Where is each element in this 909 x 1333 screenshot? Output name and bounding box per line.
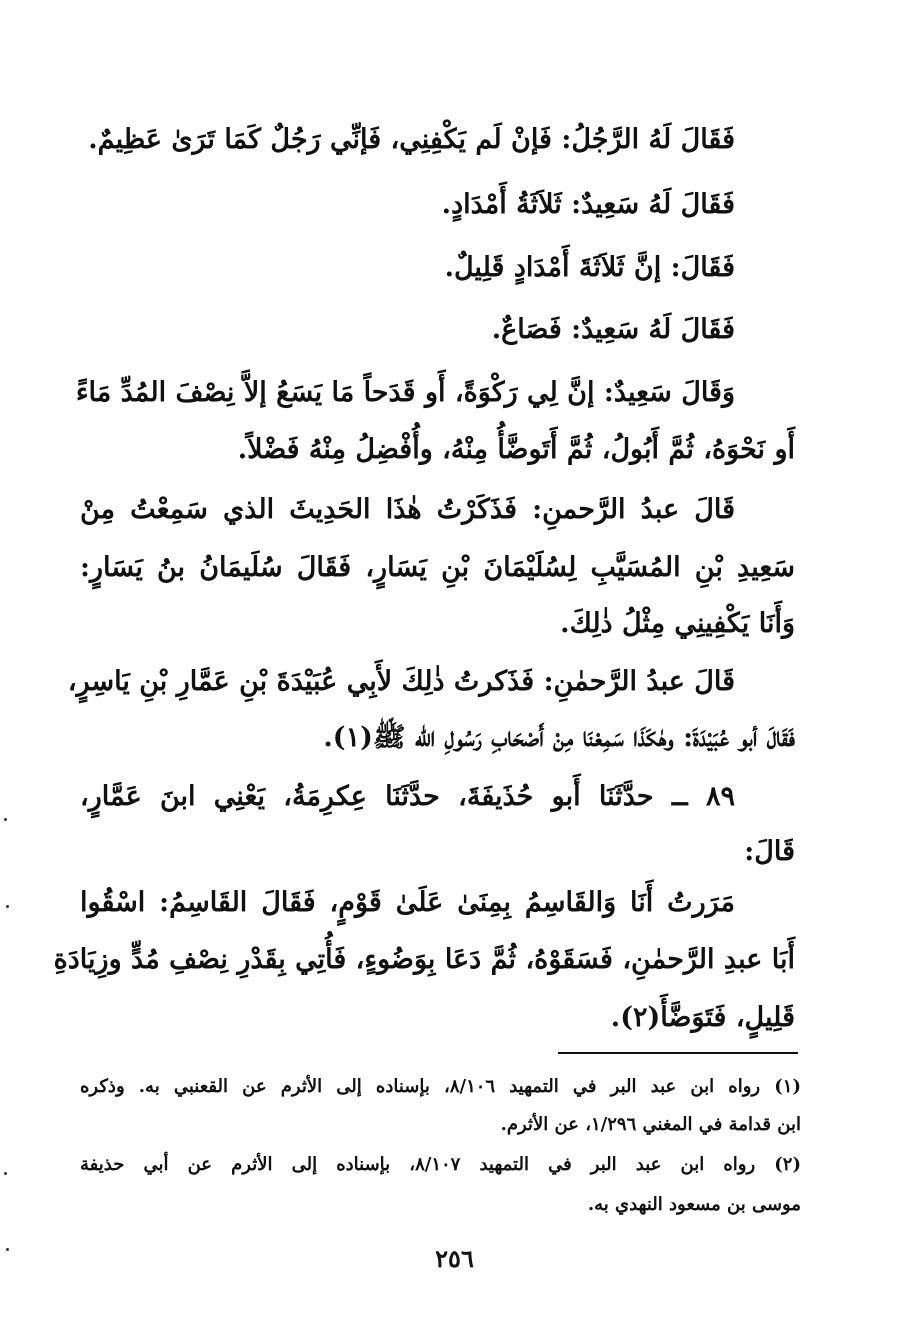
text-line-7: قَالَ عبدُ الرَّحمنِ: فَذَكَرْتُ هٰذَا الحَدِيثَ الذي سَمِعْتُ مِنْ — [80, 494, 735, 525]
hadith-number-line: ٨٩ ــ حدَّثَنَا أَبو حُذَيفَةَ، حدَّثَنَا عِكرِمَةُ، يَعْنِي ابنَ عَمَّارٍ، — [80, 781, 735, 812]
text-line-4: فَقَالَ لَهُ سَعِيدٌ: فَصَاعٌ. — [491, 314, 735, 345]
text-line-9: وَأَنَا يَكْفِينِي مِثْلُ ذٰلِكَ. — [560, 608, 795, 639]
text-line-5: وَقَالَ سَعِيدٌ: إنَّ لِي رَكْوَةً، أَو قَدَحاً مَا يَسَعُ إلاَّ نِصْفَ المُدِّ مَاءً — [75, 377, 735, 408]
footnote-1-line-2: ابن قدامة في المغني ١/٢٩٦، عن الأثرم. — [500, 1114, 801, 1135]
text-line-3: فَقَالَ: إنَّ ثَلاَثَةَ أَمْدَادٍ قَلِيلٌ. — [444, 252, 735, 283]
scan-mark — [6, 1248, 9, 1251]
text-line-1: فَقَالَ لَهُ الرَّجُلُ: فَإنْ لَم يَكْفِنِي، فَإنِّي رَجُلٌ كَمَا تَرَىٰ عَظِيمٌ. — [88, 124, 735, 155]
scan-mark — [6, 905, 9, 908]
footnote-2-line-2: موسى بن مسعود النهدي به. — [587, 1194, 801, 1215]
text-line-13: قَالَ: — [744, 836, 795, 867]
scan-mark — [4, 1172, 7, 1175]
text-line-14: مَرَرتُ أَنَا وَالقَاسِمُ بِمِنَىٰ عَلَىٰ قَوْمٍ، فَقَالَ القَاسِمُ: اسْقُوا — [80, 887, 735, 918]
text-line-10: قَالَ عبدُ الرَّحمٰنِ: فَذَكرتُ ذٰلِكَ لأَبِي عُبَيْدَةَ بْنِ عَمَّارِ بْنِ يَاسِرٍ، — [67, 666, 735, 697]
footnote-1-line-1: (١) رواه ابن عبد البر في التمهيد ٨/١٠٦، بإسناده إلى الأثرم عن القعنبي به. وذكره — [80, 1076, 801, 1097]
text-line-11: فَقَالَ أبو عُبَيْدَةَ: وهٰكَذَا سَمِعْنَا مِنْ أَصْحَابِ رَسُولِ الله ﷺ(١). — [323, 722, 795, 753]
page-number: ٢٥٦ — [435, 1244, 474, 1273]
scan-mark — [4, 818, 7, 821]
footnote-separator — [558, 1052, 798, 1054]
text-line-2: فَقَالَ لَهُ سَعِيدٌ: ثَلاَثَةُ أَمْدَادٍ. — [441, 189, 735, 220]
footnote-2-line-1: (٢) رواه ابن عبد البر في التمهيد ٨/١٠٧، بإسناده إلى الأثرم عن أبي حذيفة — [80, 1154, 801, 1175]
text-line-16: قَلِيلٍ، فَتَوَضَّأَ(٢). — [610, 1002, 795, 1033]
text-line-6: أَو نَحْوَهُ، ثُمَّ أَبُولُ، ثُمَّ أَتَوضَّأُ مِنْهُ، وأُفْضِلُ مِنْهُ فَضْلاً. — [237, 434, 795, 465]
text-line-8: سَعِيدِ بْنِ المُسَيَّبِ لِسُلَيْمَانَ بْنِ يَسَارٍ، فَقَالَ سُلَيمَانُ بنُ يَسَارٍ: — [80, 552, 795, 583]
text-line-15: أَبَا عبدِ الرَّحمٰنِ، فَسَقَوْهُ، ثُمَّ دَعَا بِوَضُوءٍ، فَأُتِي بِقَدْرِ نِصْفِ مُدٍّ وزِيَادَةِ — [53, 944, 795, 975]
